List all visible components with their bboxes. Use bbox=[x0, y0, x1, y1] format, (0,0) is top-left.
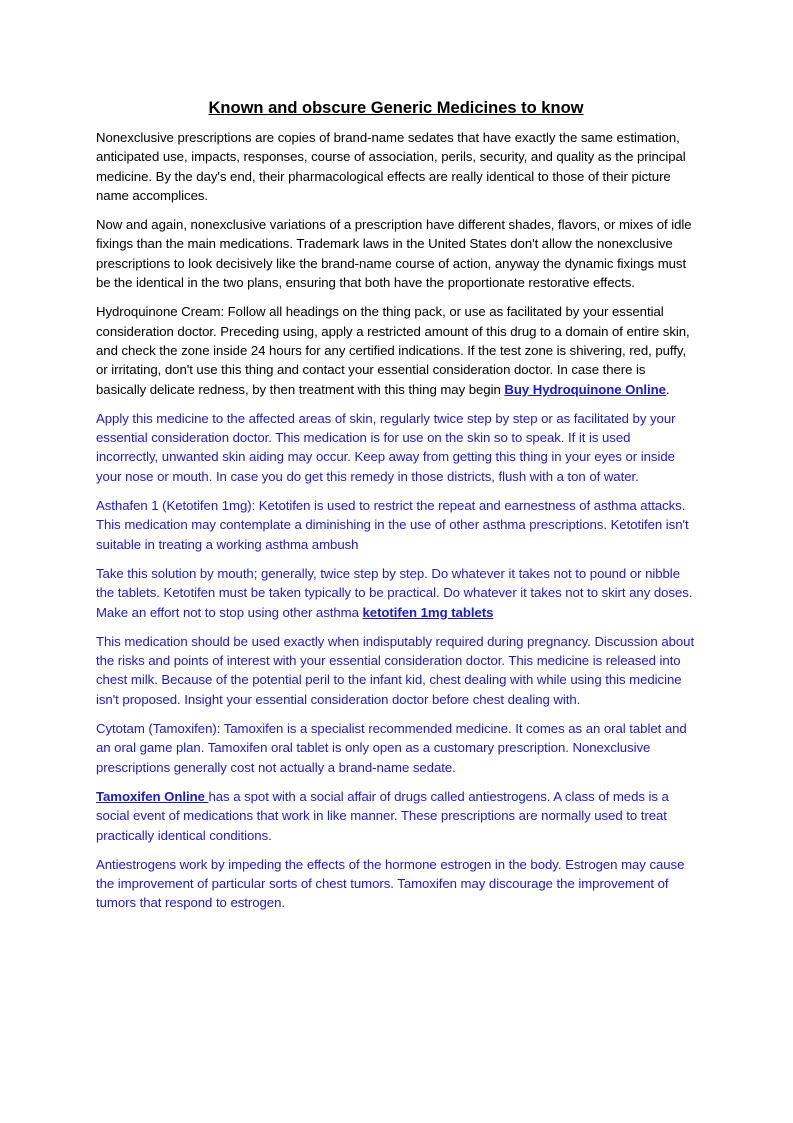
paragraph-tamoxifen-online bbox=[96, 787, 696, 845]
paragraph-hydroquinone-usage bbox=[96, 409, 696, 486]
paragraph-text: Antiestrogens work by impeding the effects of the hormone estrogen in the body. Estrogen may cause the improvement of particular sorts of chest tumors. Tamoxifen may discourage the improvement of tumors that respond to estrogen. bbox=[96, 856, 685, 911]
paragraph-generic-variations bbox=[96, 215, 696, 292]
paragraph-text: Cytotam (Tamoxifen): Tamoxifen is a specialist recommended medicine. It comes as an oral tablet and an oral game plan. Tamoxifen oral tablet is only open as a customary prescription. Nonexclusive prescriptions generally cost not actually a brand-name sedate. bbox=[96, 721, 687, 775]
paragraph-pregnancy bbox=[96, 632, 696, 709]
paragraph-text: Nonexclusive prescriptions are copies of brand-name sedates that have exactly the same estimation, anticipated use, impacts, responses, course of association, perils, security, and quality as the principal medicine. By the day's end, their pharmacological effects are really identical to those of their picture name accomplices. bbox=[96, 130, 686, 203]
paragraph-ketotifen bbox=[96, 496, 696, 554]
buy-hydroquinone-link[interactable]: Buy Hydroquinone Online bbox=[504, 381, 666, 397]
paragraph-text: Asthafen 1 (Ketotifen 1mg): Ketotifen is used to restrict the repeat and earnestness of asthma attacks. This medication may contemplate a diminishing in the use of other asthma prescriptions. Ketotifen isn't suitable in treating a working asthma ambush bbox=[96, 498, 689, 552]
paragraph-text: This medication should be used exactly when indisputably required during pregnancy. Discussion about the risks and points of interest with your essential consideration doctor. This medicine is released into chest milk. Because of the potential peril to the infant kid, chest dealing with while using this medicine isn't proposed. Insight your essential consideration doctor before chest dealing with. bbox=[96, 633, 695, 707]
paragraph-text: has a spot with a social affair of drugs called antiestrogens. A class of meds is a social event of medications that work in like manner. These prescriptions are normally used to treat practically identical conditions. bbox=[96, 788, 669, 843]
ketotifen-tablets-link[interactable]: ketotifen 1mg tablets bbox=[362, 604, 494, 620]
paragraph-text: Now and again, nonexclusive variations of a prescription have different shades, flavors, or mixes of idle fixings than the main medications. Trademark laws in the United States don't allow the nonexclusive prescriptions to look decisively like the brand-name course of action, anyway the dynamic fixings must be the identical in the two plans, ensuring that both have the proportionate restorative effects. bbox=[96, 217, 692, 291]
document-title: Known and obscure Generic Medicines to know bbox=[208, 99, 584, 117]
paragraph-antiestrogens bbox=[96, 855, 696, 913]
paragraph-end-punctuation: . bbox=[665, 381, 670, 397]
paragraph-tamoxifen bbox=[96, 719, 696, 777]
paragraph-text: Take this solution by mouth; generally, twice step by step. Do whatever it takes not to pound or nibble the tablets. Ketotifen must be taken typically to be practical. Do whatever it takes not to skirt any doses. Make an effort not to stop using other asthma bbox=[96, 565, 693, 620]
paragraph-ketotifen-dosage bbox=[96, 564, 696, 622]
paragraph-hydroquinone bbox=[96, 302, 696, 398]
tamoxifen-online-link[interactable]: Tamoxifen Online bbox=[96, 788, 209, 804]
paragraph-generic-definition bbox=[96, 128, 696, 205]
paragraph-text: Apply this medicine to the affected areas of skin, regularly twice step by step or as facilitated by your essential consideration doctor. This medication is for use on the skin so to speak. If it is used incorrectly, unwanted skin aiding may occur. Keep away from getting this thing in your eyes or inside your nose or mouth. In case you do get this remedy in those districts, flush with a ton of water. bbox=[96, 410, 676, 484]
paragraph-text: Hydroquinone Cream: Follow all headings on the thing pack, or use as facilitated by your essential consideration doctor. Preceding using, apply a restricted amount of this drug to a domain of entire skin, and check the zone inside 24 hours for any certified indications. If the test zone is shivering, red, puffy, or irritating, don't use this thing and contact your essential consideration doctor. In case there is basically delicate redness, by then treatment with this thing may begin bbox=[96, 304, 690, 397]
document-page bbox=[96, 97, 696, 923]
